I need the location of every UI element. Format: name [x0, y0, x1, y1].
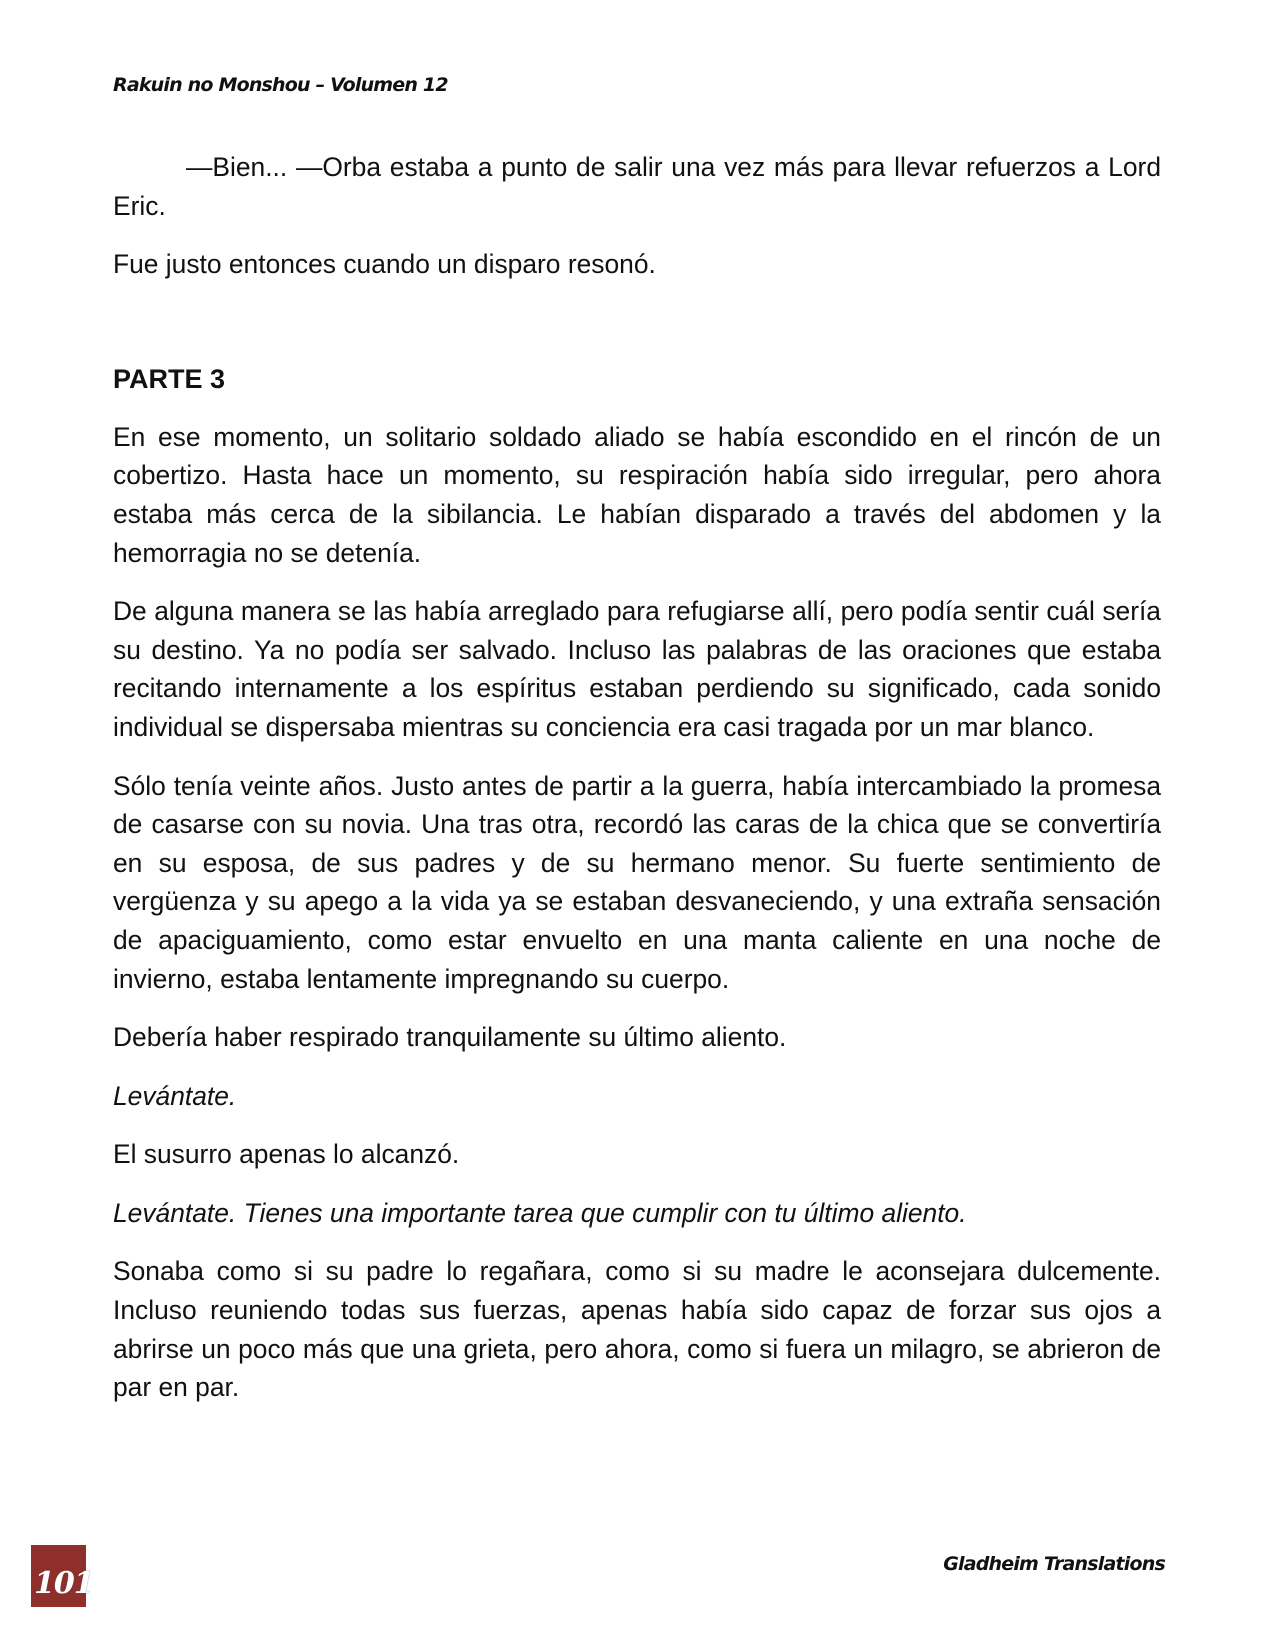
paragraph: —Bien... —Orba estaba a punto de salir una vez más para llevar refuerzos a Lord Eric. [113, 152, 1161, 221]
paragraph: Sólo tenía veinte años. Justo antes de partir a la guerra, había intercambiado la promesa de casarse con su novia. Una tras otra, recordó las caras de la chica que se convertiría en su esposa, de sus padres y de su hermano menor. Su fuerte sentimiento de vergüenza y su apego a la vida ya se estaban desvaneciendo, y una extraña sensación de apaciguamiento, como estar envuelto en una manta caliente en una noche de invierno, estaba lentamente impregnando su cuerpo. [113, 770, 1161, 994]
italic-paragraph: Levántate. Tienes una importante tarea que cumplir con tu último aliento. [113, 1197, 967, 1228]
paragraph: Fue justo entonces cuando un disparo resonó. [113, 249, 656, 280]
paragraph: El susurro apenas lo alcanzó. [113, 1139, 460, 1170]
footer-credit: Gladheim Translations [943, 1553, 1165, 1575]
italic-paragraph: Levántate. [113, 1080, 237, 1111]
page-number: 101 [34, 1566, 94, 1601]
paragraph: Sonaba como si su padre lo regañara, como si su madre le aconsejara dulcemente. Incluso reuniendo todas sus fuerzas, apenas había sido capaz de forzar sus ojos a abrirse un poco más que una grieta, pero ahora, como si fuera un milagro, se abrieron de par en par. [113, 1256, 1161, 1403]
page-content [113, 148, 1161, 1427]
paragraph: De alguna manera se las había arreglado para refugiarse allí, pero podía sentir cuál sería su destino. Ya no podía ser salvado. Incluso las palabras de las oraciones que estaba recitando internamente a los espíritus estaban perdiendo su significado, cada sonido individual se dispersaba mientras su conciencia era casi tragada por un mar blanco. [113, 596, 1161, 742]
section-heading: PARTE 3 [113, 363, 226, 394]
paragraph: En ese momento, un solitario soldado aliado se había escondido en el rincón de un cobertizo. Hasta hace un momento, su respiración había sido irregular, pero ahora estaba más cerca de la sibilancia. Le habían disparado a través del abdomen y la hemorragia no se detenía. [113, 421, 1161, 568]
running-header: Rakuin no Monshou – Volumen 12 [113, 74, 448, 96]
paragraph: Debería haber respirado tranquilamente su último aliento. [113, 1022, 787, 1053]
